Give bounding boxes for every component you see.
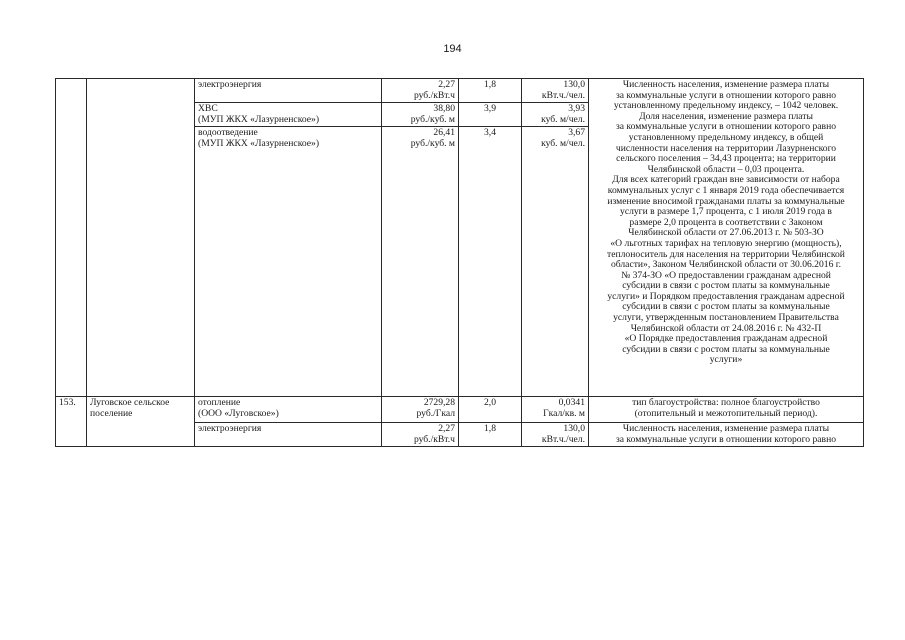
norm-value: 130,0 [563,79,585,90]
note-cell [589,79,864,397]
note-line: численности населения на территории Лазурненского [615,142,837,154]
row-number: 153. [59,397,76,408]
index-cell [459,103,522,127]
index-value: 3,9 [484,103,496,114]
tariff-value: 26,41 [433,127,455,138]
index-cell [459,423,522,447]
note-line: услуги, утвержденным постановлением Правительства [613,312,839,324]
service-cell [195,423,382,447]
norm-unit: кВт.ч./чел. [541,433,585,445]
settlement-cell [87,397,195,447]
norm-cell [522,127,589,397]
note-line: (отопительный и межотопительный период). [634,407,818,419]
index-value: 1,8 [484,79,496,90]
service-cell [195,397,382,423]
norm-cell [522,397,589,423]
norm-cell [522,79,589,103]
note-line: Численность населения, изменение размера платы [622,79,830,90]
page-number: 194 [443,43,462,55]
table-row [56,397,864,423]
note-line: услуги» [709,354,743,366]
note-line: № 374-ЗО «О предоставлении гражданам адресной [621,269,831,281]
tariff-unit: руб./куб. м [410,113,455,125]
note-line: Численность населения, изменение размера платы [622,423,830,434]
service-provider: (МУП ЖКХ «Лазурненское») [198,113,320,125]
note-line: Челябинской области от 27.06.2013 г. № 503-ЗО [628,227,824,239]
settlement-name: Луговское сельское [90,397,170,408]
tariff-cell [382,127,459,397]
service-name: электроэнергия [198,423,262,434]
tariff-unit: руб./куб. м [410,137,455,149]
index-cell [459,127,522,397]
norm-value: 3,67 [568,127,585,138]
note-line: услуги в размере 1,7 процента, с 1 июля 2019 года в [620,206,832,218]
service-cell [195,79,382,103]
note-line: изменение вносимой гражданами платы за коммунальные [607,195,845,207]
norm-unit: Гкал/кв. м [543,407,585,419]
row-number-cell [56,79,87,397]
service-name: ХВС [198,103,218,114]
note-line: «О Порядке предоставления гражданам адресной [624,333,828,345]
note-line: за коммунальные услуги в отношении которого равно [615,433,837,445]
row-number-cell [56,397,87,447]
note-line: субсидии в связи с ростом платы за коммунальные [622,280,830,292]
tariff-table [55,78,864,447]
norm-unit: кВт.ч./чел. [541,89,585,101]
note-line: установленному предельному индексу, – 1042 человек. [613,100,839,112]
note-line: за коммунальные услуги в отношении которого равно [615,89,837,101]
service-name: водоотведение [198,127,258,138]
note-line: области», Законом Челябинской области от 30.06.2016 г. [610,259,842,271]
note-line: субсидии в связи с ростом платы за коммунальные [622,301,830,313]
note-line: Челябинской области от 24.08.2016 г. № 432-П [630,322,822,334]
service-name: электроэнергия [198,79,262,90]
note-line: размере 2,0 процента в соответствии с Законом [629,216,823,228]
service-cell [195,127,382,397]
tariff-cell [382,423,459,447]
note-line: Для всех категорий граждан вне зависимости от набора [612,174,840,186]
tariff-unit: руб./кВт.ч [413,433,455,445]
settlement-cell [87,79,195,397]
norm-unit: куб. м/чел. [541,113,585,125]
tariff-value: 2729,28 [423,397,455,408]
index-value: 3,4 [484,127,496,138]
service-name: отопление [198,397,241,408]
note-line: Челябинской области – 0,03 процента. [647,163,805,175]
note-line: тип благоустройства: полное благоустройство [632,397,820,408]
norm-value: 130,0 [563,423,585,434]
note-line: услуги» и Порядком предоставления гражданам адресной [607,290,845,302]
tariff-value: 38,80 [433,103,455,114]
service-cell [195,103,382,127]
tariff-unit: руб./кВт.ч [413,89,455,101]
norm-cell [522,103,589,127]
note-line: коммунальных услуг с 1 января 2019 года обеспечивается [607,184,845,196]
tariff-unit: руб./Гкал [416,407,455,419]
index-cell [459,397,522,423]
index-value: 2,0 [484,397,496,408]
tariff-cell [382,397,459,423]
tariff-value: 2,27 [438,423,455,434]
note-line: субсидии в связи с ростом платы за коммунальные [622,343,830,355]
service-provider: (МУП ЖКХ «Лазурненское») [198,137,320,149]
table-row [56,79,864,103]
service-provider: (ООО «Луговское») [198,407,279,419]
settlement-name-cont: поселение [90,407,133,419]
note-line: установленному предельному индексу, в общей [628,131,824,143]
note-cell [589,423,864,447]
norm-cell [522,423,589,447]
note-cell [589,397,864,423]
index-cell [459,79,522,103]
index-value: 1,8 [484,423,496,434]
norm-value: 3,93 [568,103,585,114]
note-line: теплоноситель для населения на территории Челябинской [607,248,845,260]
tariff-value: 2,27 [438,79,455,90]
note-line: сельского поселения – 34,43 процента; на территории [616,153,836,165]
note-line: за коммунальные услуги в отношении которого равно [615,121,837,133]
tariff-cell [382,79,459,103]
norm-value: 0,0341 [558,397,585,408]
note-line: «О льготных тарифах на тепловую энергию (мощность), [610,237,842,249]
tariff-cell [382,103,459,127]
note-line: Доля населения, изменение размера платы [639,110,813,122]
norm-unit: куб. м/чел. [541,137,585,149]
